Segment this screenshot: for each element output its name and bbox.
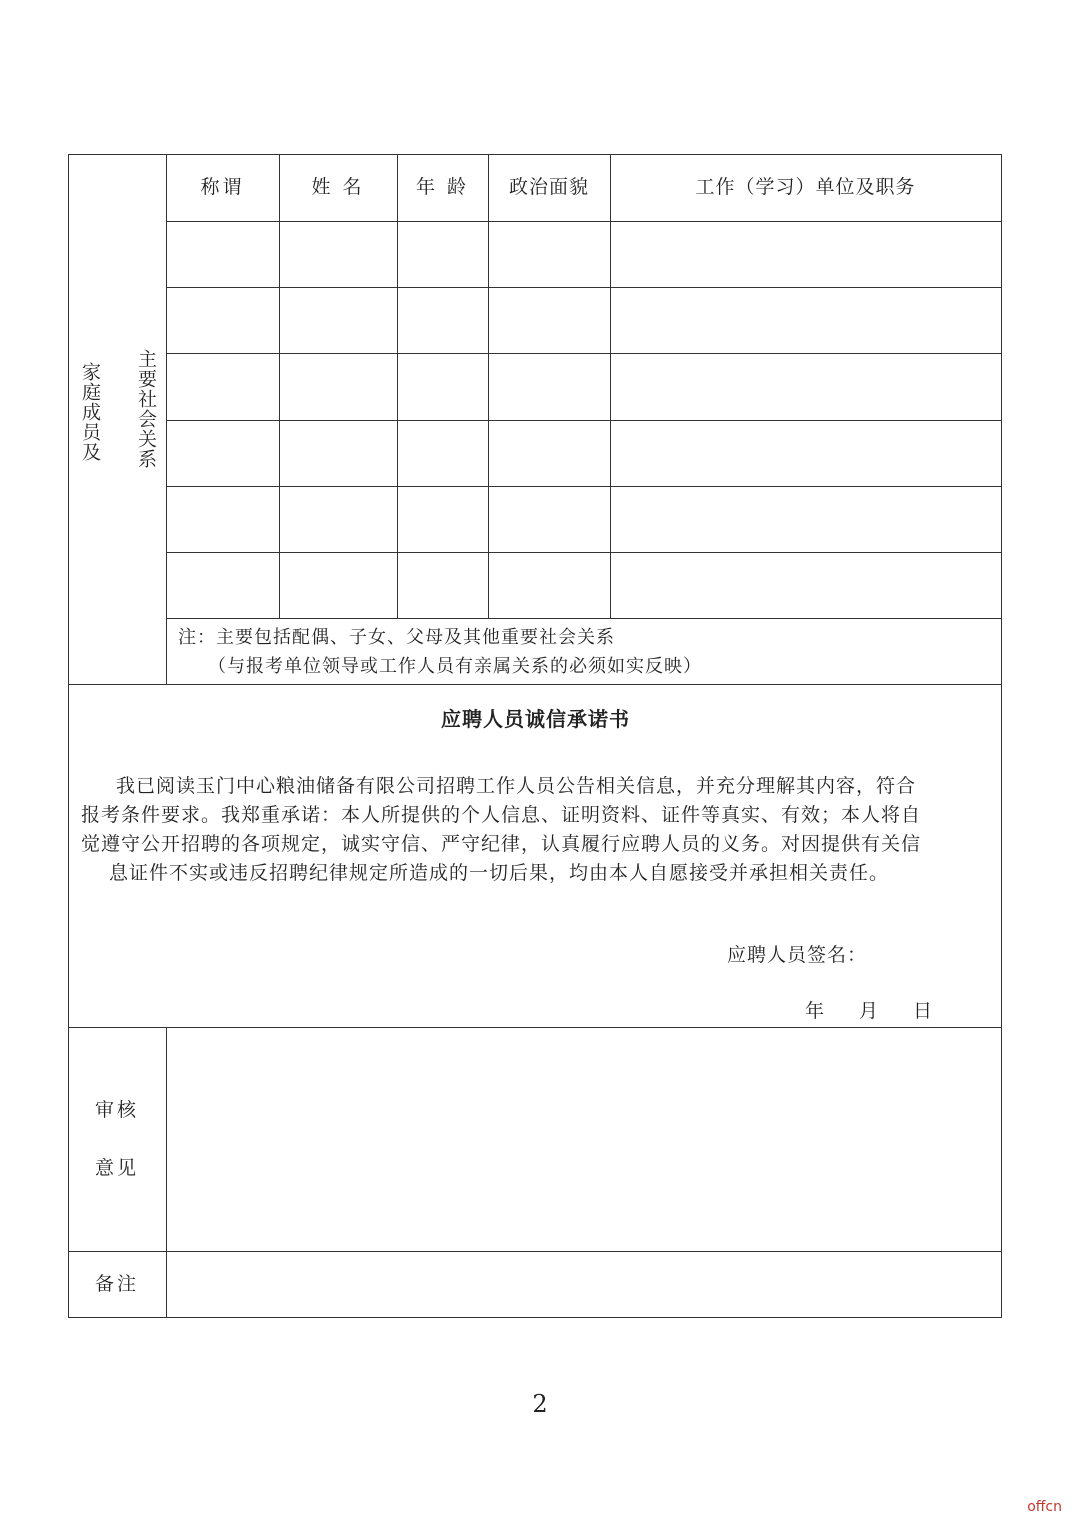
section-divider-pledge [68, 684, 1002, 685]
review-label-line2: 意见 [95, 1157, 140, 1179]
family-note-line1: 注：主要包括配偶、子女、父母及其他重要社会关系 [178, 627, 615, 648]
header-relation: 称谓 [200, 176, 245, 198]
table-cell[interactable] [167, 288, 279, 353]
review-label-line1: 审核 [95, 1099, 140, 1121]
remarks-label: 备注 [95, 1273, 140, 1295]
pledge-line-3: 觉遵守公开招聘的各项规定，诚实守信、严守纪律，认真履行应聘人员的义务。对因提供有关信 [81, 833, 922, 855]
table-cell[interactable] [398, 553, 488, 618]
table-cell[interactable] [398, 421, 488, 486]
date-day-label: 日 [913, 1000, 933, 1022]
table-cell[interactable] [489, 553, 610, 618]
signature-field[interactable] [870, 940, 990, 970]
table-cell[interactable] [489, 487, 610, 552]
header-name: 姓 名 [311, 176, 365, 198]
page-number: 2 [532, 1390, 548, 1418]
pledge-title: 应聘人员诚信承诺书 [441, 707, 630, 731]
table-cell[interactable] [167, 421, 279, 486]
table-bottom-border [68, 1317, 1002, 1318]
table-cell[interactable] [398, 222, 488, 287]
table-cell[interactable] [489, 222, 610, 287]
table-cell[interactable] [611, 421, 1001, 486]
table-cell[interactable] [489, 354, 610, 419]
family-inner-label: 主要社会关系 [135, 349, 157, 469]
header-age: 年 龄 [415, 176, 470, 198]
pledge-line-2: 报考条件要求。我郑重承诺：本人所提供的个人信息、证明资料、证件等真实、有效；本人将自 [81, 804, 922, 826]
table-cell[interactable] [167, 222, 279, 287]
table-cell[interactable] [611, 354, 1001, 419]
table-right-border [1001, 154, 1002, 1318]
table-cell[interactable] [280, 354, 397, 419]
table-cell[interactable] [167, 354, 279, 419]
table-cell[interactable] [167, 553, 279, 618]
date-year-label: 年 [805, 1000, 825, 1022]
header-political-status: 政治面貌 [508, 176, 589, 198]
table-cell[interactable] [611, 487, 1001, 552]
pledge-line-4: 息证件不实或违反招聘纪律规定所造成的一切后果，均由本人自愿接受并承担相关责任。 [109, 862, 890, 884]
signature-label: 应聘人员签名： [727, 944, 868, 966]
table-cell[interactable] [611, 553, 1001, 618]
table-cell[interactable] [611, 288, 1001, 353]
table-cell[interactable] [280, 288, 397, 353]
row-line [166, 618, 1002, 619]
table-left-border [68, 154, 69, 1318]
table-cell[interactable] [280, 487, 397, 552]
table-cell[interactable] [280, 421, 397, 486]
table-top-border [68, 154, 1002, 155]
review-content-field[interactable] [167, 1028, 1001, 1251]
table-cell[interactable] [489, 288, 610, 353]
table-cell[interactable] [398, 288, 488, 353]
family-outer-label: 家庭成员及 [79, 362, 101, 462]
table-cell[interactable] [167, 487, 279, 552]
watermark-logo: offcn [1027, 1499, 1062, 1515]
pledge-line-1: 我已阅读玉门中心粮油储备有限公司招聘工作人员公告相关信息，并充分理解其内容，符合 [116, 775, 917, 797]
table-cell[interactable] [489, 421, 610, 486]
header-work-unit: 工作（学习）单位及职务 [695, 176, 916, 198]
table-cell[interactable] [611, 222, 1001, 287]
table-cell[interactable] [398, 354, 488, 419]
family-note-line2: （与报考单位领导或工作人员有亲属关系的必须如实反映） [208, 656, 702, 677]
table-cell[interactable] [280, 553, 397, 618]
date-month-label: 月 [859, 1000, 879, 1022]
table-cell[interactable] [280, 222, 397, 287]
table-cell[interactable] [398, 487, 488, 552]
remarks-content-field[interactable] [167, 1252, 1001, 1317]
